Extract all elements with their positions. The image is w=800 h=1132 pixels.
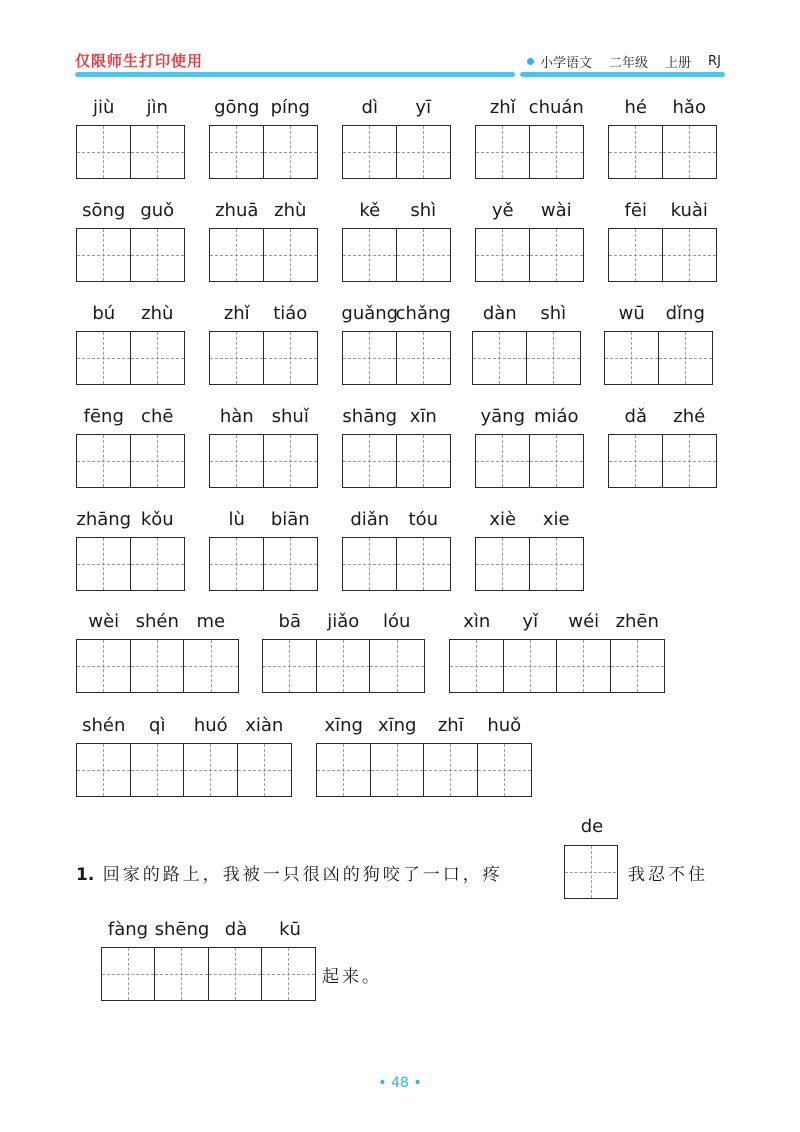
pinyin-syllable: wài [540,200,572,221]
writing-cell[interactable] [530,538,584,590]
writing-grid[interactable] [449,639,665,693]
word-pinyin [76,303,185,327]
writing-cell[interactable] [77,229,131,281]
pinyin-syllable: dà [224,919,248,940]
pinyin-syllable: shì [410,200,437,221]
writing-grid[interactable] [604,331,713,385]
pinyin-syllable: shén [135,611,179,632]
pinyin-syllable: lù [228,509,245,530]
writing-grid[interactable] [475,537,584,591]
writing-grid[interactable] [472,331,581,385]
pinyin-syllable: yǐ [522,611,539,632]
pinyin-syllable: xīng [324,715,363,736]
writing-cell[interactable] [476,435,530,487]
pinyin-syllable: zhī [437,715,464,736]
pinyin-syllable: gōng [214,97,260,118]
exercise-text-after: 我忍不住 [628,865,708,885]
pinyin-syllable: sōng [82,200,126,221]
pinyin-syllable: dì [361,97,378,118]
writing-cell[interactable] [557,640,611,692]
pinyin-syllable: huó [193,715,228,736]
writing-cell[interactable] [263,640,317,692]
pinyin-syllable: jiù [93,97,115,118]
writing-cell[interactable] [317,744,371,796]
pinyin-syllable: biān [270,509,310,530]
writing-cell[interactable] [131,435,185,487]
word-pinyin [209,303,318,327]
writing-cell[interactable] [611,640,665,692]
writing-cell[interactable] [450,640,504,692]
pinyin-syllable: yī [415,97,432,118]
header-edition: RJ [708,54,721,69]
word-pinyin [449,611,665,635]
word-pinyin [342,509,451,533]
writing-cell[interactable] [504,640,558,692]
writing-grid[interactable] [76,639,239,693]
pinyin-syllable: tiáo [273,303,308,324]
writing-cell[interactable] [397,538,451,590]
word-pinyin [342,97,451,121]
pinyin-syllable: yāng [480,406,526,427]
pinyin-syllable: chuán [528,97,584,118]
exercise-answer-grid[interactable] [101,947,316,1001]
writing-grid[interactable] [342,228,451,282]
pinyin-syllable: zhù [274,200,307,221]
pinyin-syllable: guǎng [341,303,399,324]
pinyin-syllable: shāng [342,406,398,427]
writing-cell[interactable] [317,640,371,692]
page-number: • 48 • [378,1075,422,1091]
word-pinyin [608,406,717,430]
writing-grid[interactable] [342,537,451,591]
header-bar-left [75,72,515,77]
pinyin-syllable: fēi [624,200,647,221]
writing-cell[interactable] [77,538,131,590]
pinyin-syllable: xīng [378,715,417,736]
writing-cell[interactable] [605,332,659,384]
writing-grid[interactable] [608,228,717,282]
writing-cell[interactable] [476,229,530,281]
header-restriction: 仅限师生打印使用 [75,52,204,70]
writing-grid[interactable] [475,125,584,179]
writing-cell[interactable] [397,126,451,178]
word-pinyin [475,509,584,533]
writing-cell[interactable] [530,229,584,281]
pinyin-syllable: jiǎo [327,611,360,632]
pinyin-syllable: dǐng [665,303,705,324]
writing-cell[interactable] [609,229,663,281]
writing-cell[interactable] [343,435,397,487]
pinyin-syllable: xiàn [245,715,284,736]
pinyin-syllable: miáo [533,406,579,427]
word-pinyin [475,406,584,430]
pinyin-syllable: kuài [670,200,708,221]
writing-grid[interactable] [475,434,584,488]
word-pinyin [76,97,185,121]
writing-cell[interactable] [663,126,717,178]
word-pinyin [76,200,185,224]
writing-cell[interactable] [371,744,425,796]
pinyin-syllable: chē [141,406,174,427]
word-pinyin [209,97,318,121]
writing-cell[interactable] [131,744,185,796]
writing-cell[interactable] [397,332,451,384]
writing-grid[interactable] [76,125,185,179]
exercise-text-end: 起来。 [322,967,382,987]
exercise-sentence-part1 [76,860,503,885]
pinyin-syllable: wéi [568,611,600,632]
writing-cell[interactable] [77,744,131,796]
writing-grid[interactable] [76,434,185,488]
exercise-blank-box[interactable] [564,845,618,899]
pinyin-syllable: wū [618,303,645,324]
writing-cell[interactable] [238,744,292,796]
writing-cell[interactable] [397,435,451,487]
writing-grid[interactable] [76,228,185,282]
pinyin-syllable: shì [540,303,567,324]
writing-grid[interactable] [342,434,451,488]
pinyin-syllable: yě [491,200,514,221]
header-volume: 上册 [665,56,692,71]
pinyin-syllable: zhù [141,303,174,324]
writing-cell[interactable] [343,332,397,384]
pinyin-syllable: diǎn [350,509,390,530]
writing-grid[interactable] [342,125,451,179]
writing-cell[interactable] [102,948,155,1000]
pinyin-syllable: dàn [482,303,517,324]
pinyin-syllable: chǎng [395,303,451,324]
writing-cell[interactable] [530,435,584,487]
pinyin-syllable: hàn [219,406,254,427]
writing-cell[interactable] [77,126,131,178]
writing-cell[interactable] [131,538,185,590]
writing-grid[interactable] [475,228,584,282]
exercise-blank-pinyin: de [580,816,604,837]
header-subject: 小学语文 [540,56,593,71]
writing-cell[interactable] [397,229,451,281]
writing-grid[interactable] [76,331,185,385]
word-pinyin [316,715,532,739]
word-pinyin [209,509,318,533]
writing-grid[interactable] [316,743,532,797]
pinyin-syllable: bú [92,303,116,324]
word-pinyin [342,406,451,430]
writing-cell[interactable] [210,332,264,384]
writing-cell[interactable] [131,229,185,281]
writing-cell[interactable] [131,126,185,178]
pinyin-syllable: huǒ [487,715,522,736]
writing-grid[interactable] [209,228,318,282]
writing-cell[interactable] [663,229,717,281]
writing-grid[interactable] [209,331,318,385]
pinyin-syllable: wèi [88,611,120,632]
writing-cell[interactable] [473,332,527,384]
pinyin-syllable: kū [279,919,301,940]
word-pinyin [76,611,239,635]
question-number: 1. [76,865,95,885]
word-pinyin [472,303,581,327]
writing-cell[interactable] [262,948,315,1000]
header-bar-right [520,72,725,77]
pinyin-syllable: xìn [463,611,491,632]
writing-cell[interactable] [210,435,264,487]
pinyin-syllable: kě [359,200,381,221]
writing-cell[interactable] [343,538,397,590]
writing-cell[interactable] [264,538,318,590]
pinyin-syllable: píng [270,97,310,118]
pinyin-syllable: hé [624,97,647,118]
header-grade: 二年级 [609,56,649,71]
writing-grid[interactable] [209,434,318,488]
writing-grid[interactable] [608,434,717,488]
writing-cell[interactable] [155,948,208,1000]
pinyin-syllable: qì [149,715,166,736]
writing-cell[interactable] [77,640,131,692]
pinyin-syllable: kǒu [140,509,174,530]
writing-cell[interactable] [77,435,131,487]
writing-cell[interactable] [478,744,532,796]
word-pinyin [209,200,318,224]
pinyin-syllable: xīn [409,406,437,427]
writing-grid[interactable] [262,639,425,693]
word-pinyin [209,406,318,430]
exercise-second-pinyin [101,919,316,943]
pinyin-syllable: shén [82,715,126,736]
pinyin-syllable: shēng [154,919,210,940]
pinyin-syllable: shuǐ [271,406,309,427]
exercise-text-before: 回家的路上，我被一只很凶的狗咬了一口，疼 [102,865,503,885]
pinyin-syllable: fàng [107,919,149,940]
pinyin-syllable: jìn [146,97,168,118]
pinyin-syllable: bā [278,611,301,632]
word-pinyin [475,200,584,224]
word-pinyin [342,303,451,327]
bullet-icon [527,58,534,65]
pinyin-syllable: zhǐ [223,303,250,324]
writing-cell[interactable] [663,435,717,487]
writing-grid[interactable] [76,537,185,591]
writing-grid[interactable] [76,743,292,797]
writing-cell[interactable] [264,435,318,487]
writing-grid[interactable] [209,537,318,591]
pinyin-syllable: tóu [408,509,438,530]
writing-cell[interactable] [210,126,264,178]
writing-cell[interactable] [343,229,397,281]
pinyin-syllable: xie [542,509,570,530]
writing-cell[interactable] [476,126,530,178]
word-pinyin [342,200,451,224]
word-pinyin [76,509,185,533]
writing-cell[interactable] [264,332,318,384]
writing-cell[interactable] [527,332,581,384]
writing-cell[interactable] [565,846,616,898]
writing-cell[interactable] [264,126,318,178]
writing-cell[interactable] [370,640,424,692]
writing-cell[interactable] [476,538,530,590]
pinyin-syllable: lóu [383,611,411,632]
writing-cell[interactable] [210,229,264,281]
pinyin-syllable: zhēn [615,611,659,632]
pinyin-syllable: me [196,611,226,632]
pinyin-syllable: zhǐ [489,97,516,118]
word-pinyin [608,97,717,121]
word-pinyin [76,406,185,430]
writing-cell[interactable] [77,332,131,384]
writing-cell[interactable] [184,640,238,692]
writing-grid[interactable] [209,125,318,179]
writing-cell[interactable] [264,229,318,281]
word-pinyin [76,715,292,739]
word-pinyin [608,200,717,224]
writing-cell[interactable] [609,435,663,487]
writing-cell[interactable] [131,640,185,692]
header-info [527,52,721,71]
pinyin-syllable: guǒ [140,200,175,221]
pinyin-syllable: zhāng [76,509,132,530]
writing-cell[interactable] [659,332,713,384]
writing-cell[interactable] [131,332,185,384]
pinyin-syllable: xiè [489,509,517,530]
word-pinyin [475,97,584,121]
word-pinyin [604,303,713,327]
writing-cell[interactable] [184,744,238,796]
writing-cell[interactable] [609,126,663,178]
writing-grid[interactable] [608,125,717,179]
pinyin-syllable: zhuā [215,200,259,221]
pinyin-syllable: dǎ [624,406,647,427]
pinyin-syllable: zhé [673,406,706,427]
writing-cell[interactable] [343,126,397,178]
writing-cell[interactable] [209,948,262,1000]
writing-cell[interactable] [424,744,478,796]
pinyin-syllable: hǎo [672,97,706,118]
pinyin-syllable: fēng [83,406,124,427]
writing-cell[interactable] [530,126,584,178]
writing-cell[interactable] [210,538,264,590]
writing-grid[interactable] [342,331,451,385]
word-pinyin [262,611,425,635]
